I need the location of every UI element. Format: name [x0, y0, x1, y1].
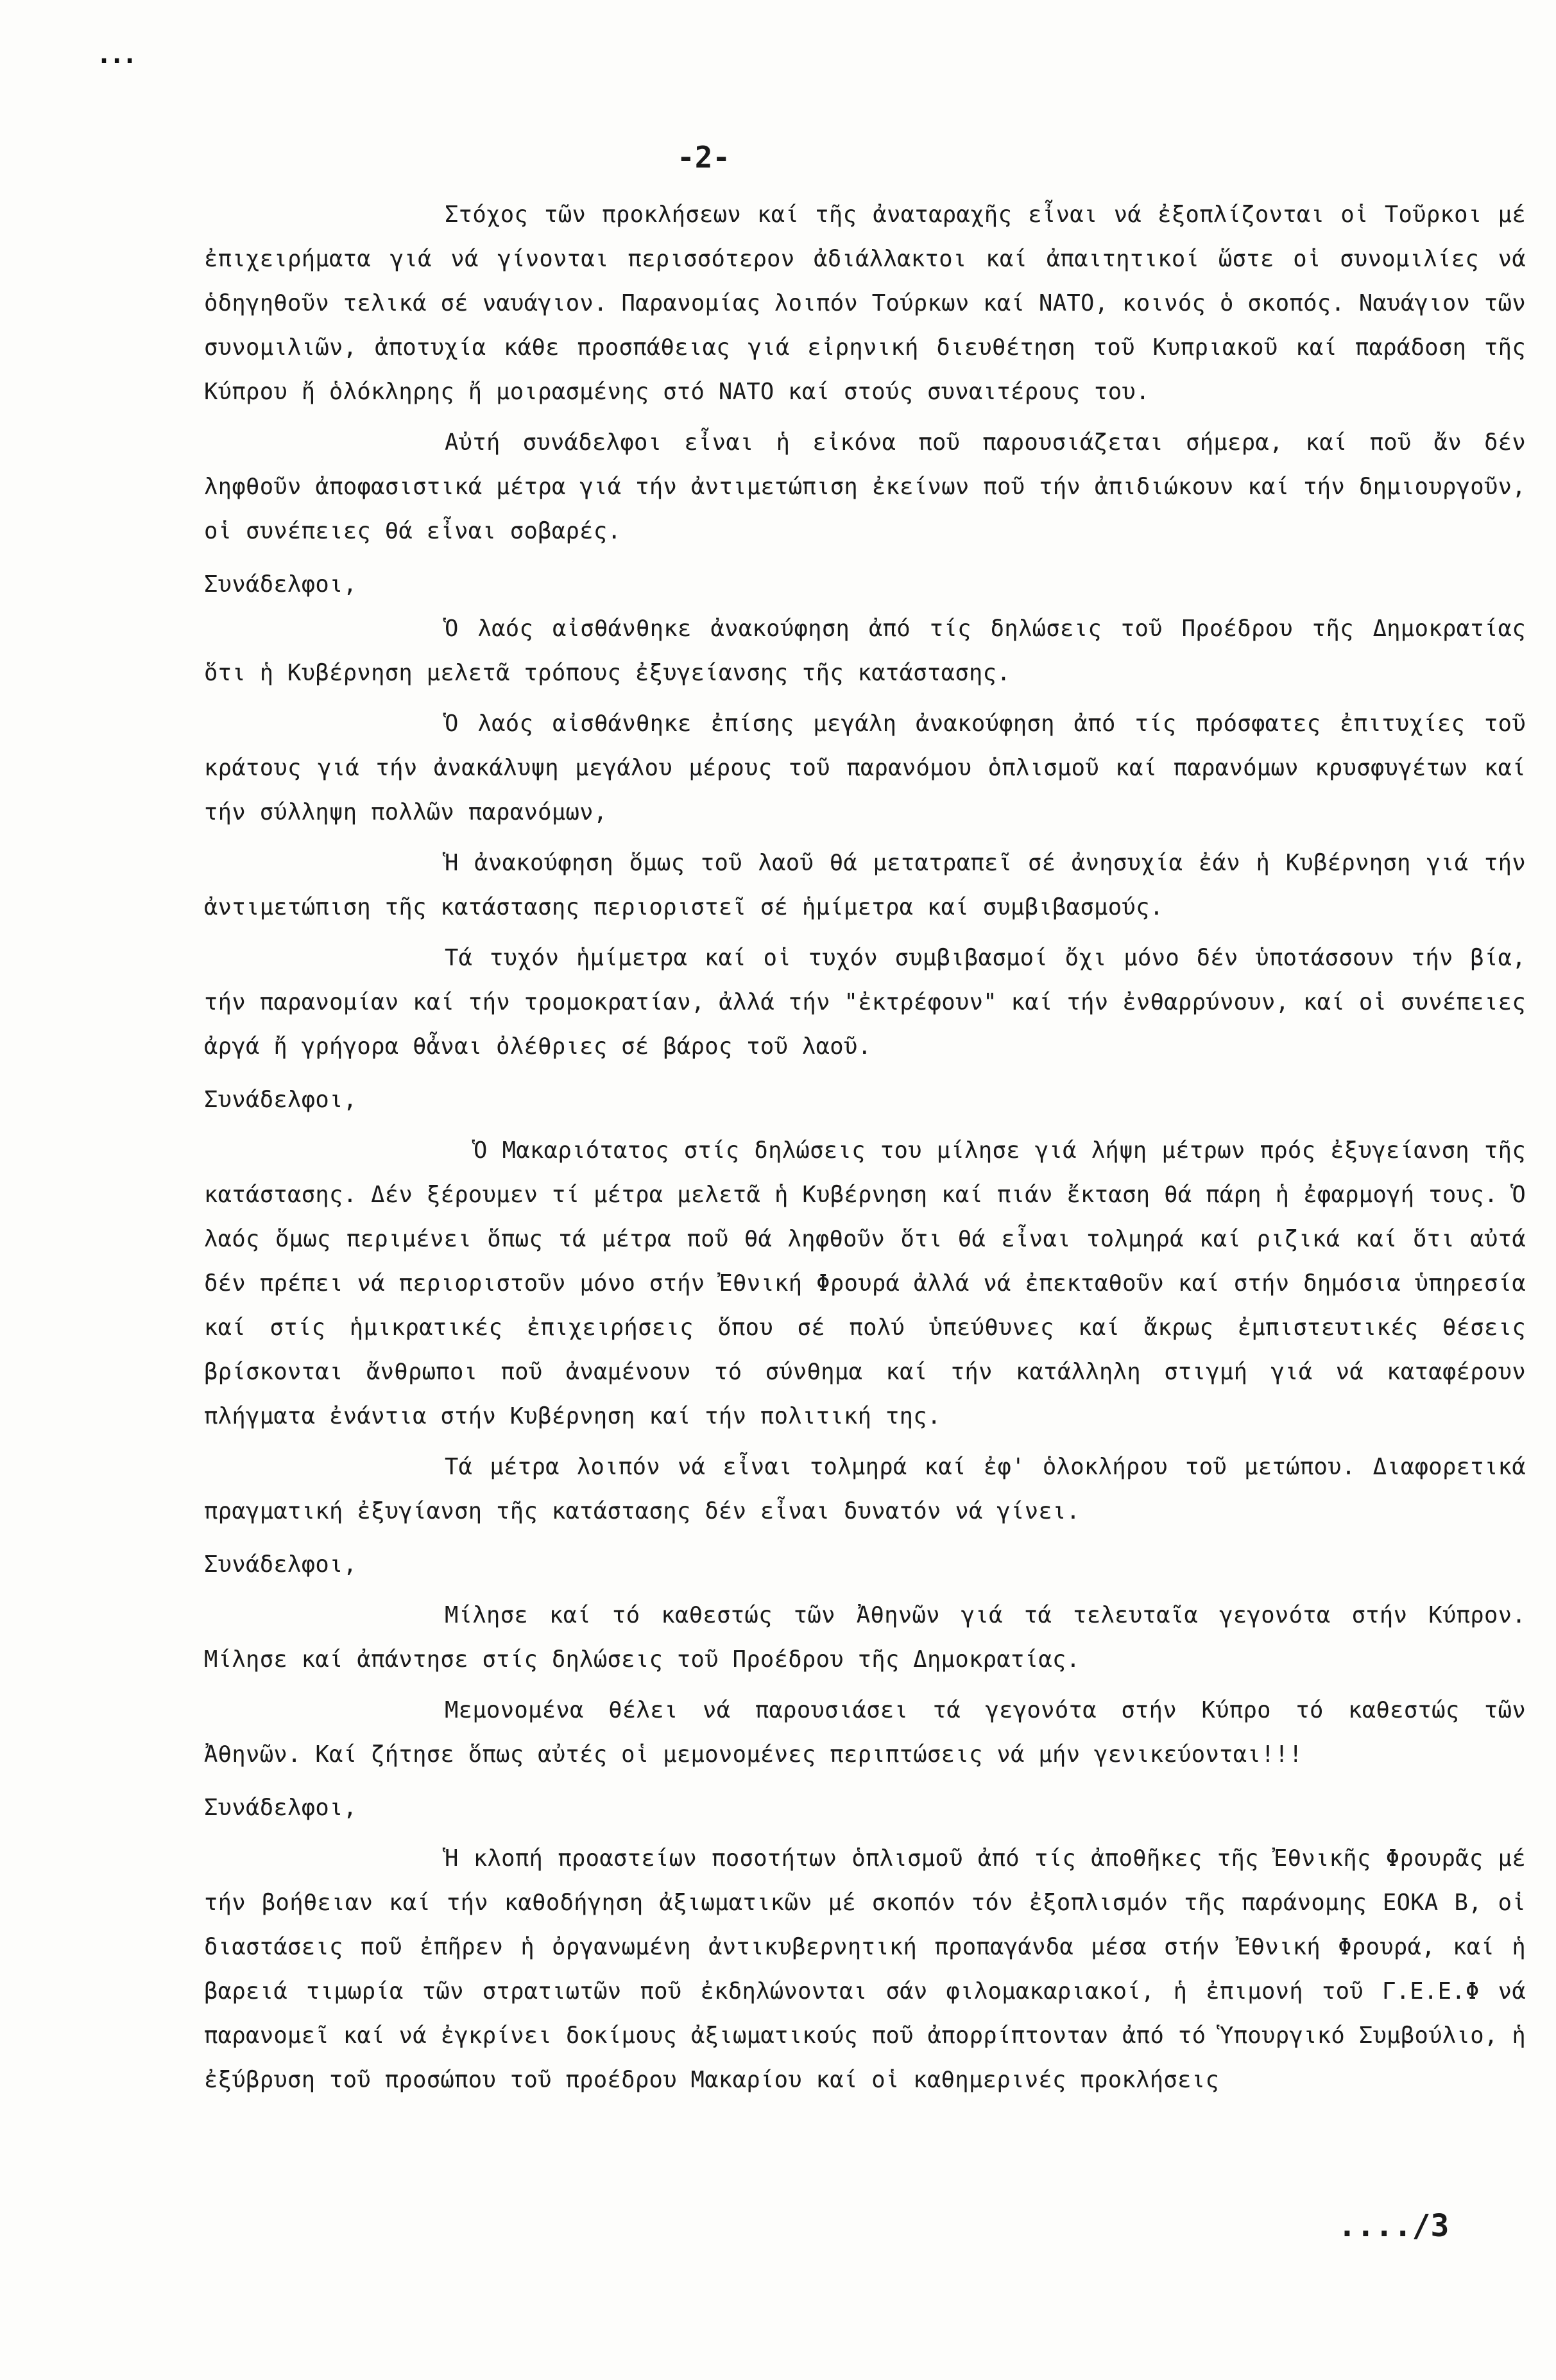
salutation: Συνάδελφοι, — [204, 1087, 357, 1113]
continuation-mark: ..../3 — [1338, 2208, 1449, 2244]
salutation: Συνάδελφοι, — [204, 1795, 357, 1821]
paragraph: Τά τυχόν ἡμίμετρα καί οἱ τυχόν συμβιβασμοί ὄχι μόνο δέν ὑποτάσσουν τήν βία, τήν παρανομίαν καί τήν τρομοκρατίαν, ἀλλά τήν "ἐκτρέφουν" καί τήν ἐνθαρρύνουν, καί οἱ συνέπειες ἀργά ἤ γρήγορα θἆναι ὀλέθριες σέ βάρος τοῦ λαοῦ. — [204, 945, 1526, 1060]
paragraph: Μίλησε καί τό καθεστώς τῶν Ἀθηνῶν γιά τά τελευταῖα γεγονότα στήν Κύπρον. Μίλησε καί ἀπάντησε στίς δηλώσεις τοῦ Προέδρου τῆς Δημοκρατίας. — [204, 1602, 1526, 1673]
paragraph: Ἡ ἀνακούφηση ὅμως τοῦ λαοῦ θά μετατραπεῖ σέ ἀνησυχία ἐάν ἡ Κυβέρνηση γιά τήν ἀντιμετώπιση τῆς κατάστασης περιοριστεῖ σέ ἡμίμετρα καί συμβιβασμούς. — [204, 850, 1526, 920]
paragraph: Ὁ λαός αἰσθάνθηκε ἐπίσης μεγάλη ἀνακούφηση ἀπό τίς πρόσφατες ἐπιτυχίες τοῦ κράτους γιά τήν ἀνακάλυψη μεγάλου μέρους τοῦ παρανόμου ὁπλισμοῦ καί παρανόμων κρυσφυγέτων καί τήν σύλληψη πολλῶν παρανόμων, — [204, 711, 1526, 825]
paragraph: Στόχος τῶν προκλήσεων καί τῆς ἀναταραχῆς εἶναι νά ἐξοπλίζονται οἱ Τοῦρκοι μέ ἐπιχειρήματα γιά νά γίνονται περισσότερον ἀδιάλλακτοι καί ἀπαιτητικοί ὥστε οἱ συνομιλίες νά ὁδηγηθοῦν τελικά σέ ναυάγιον. Παρανομίας λοιπόν Τούρκων καί ΝΑΤΟ, κοινός ὁ σκοπός. Ναυάγιον τῶν συνομιλιῶν, ἀποτυχία κάθε προσπάθειας γιά εἰρηνική διευθέτηση τοῦ Κυπριακοῦ καί παράδοση τῆς Κύπρου ἤ ὁλόκληρης ἤ μοιρασμένης στό ΝΑΤΟ καί στούς συναιτέρους του. — [204, 202, 1526, 405]
paragraph: Τά μέτρα λοιπόν νά εἶναι τολμηρά καί ἐφ' ὁλοκλήρου τοῦ μετώπου. Διαφορετικά πραγματική ἐξυγίανση τῆς κατάστασης δέν εἶναι δυνατόν νά γίνει. — [204, 1454, 1526, 1524]
paragraph: Ἡ κλοπή προαστείων ποσοτήτων ὁπλισμοῦ ἀπό τίς ἀποθῆκες τῆς Ἐθνικῆς Φρουρᾶς μέ τήν βοήθειαν καί τήν καθοδήγηση ἀξιωματικῶν μέ σκοπόν τόν ἐξοπλισμόν τῆς παράνομης ΕΟΚΑ Β, οἱ διαστάσεις ποῦ ἐπῆρεν ἡ ὀργανωμένη ἀντικυβερνητική προπαγάνδα μέσα στήν Ἐθνική Φρουρά, καί ἡ βαρειά τιμωρία τῶν στρατιωτῶν ποῦ ἐκδηλώνονται σάν φιλομακαριακοί, ἡ ἐπιμονή τοῦ Γ.Ε.Ε.Φ νά παρανομεῖ καί νά ἐγκρίνει δοκίμους ἀξιωματικούς ποῦ ἀπορρίπτονταν ἀπό τό Ὑπουργικό Συμβούλιο, ἡ ἐξύβρυση τοῦ προσώπου τοῦ προέδρου Μακαρίου καί οἱ καθημερινές προκλήσεις — [204, 1845, 1526, 2093]
paragraph: Ὁ Μακαριότατος στίς δηλώσεις του μίλησε γιά λήψη μέτρων πρός ἐξυγείανση τῆς κατάστασης. Δέν ξέρουμεν τί μέτρα μελετᾶ ἡ Κυβέρνηση καί πιάν ἔκταση θά πάρη ἡ ἐφαρμογή τους. Ὁ λαός ὅμως περιμένει ὅπως τά μέτρα ποῦ θά ληφθοῦν ὅτι θά εἶναι τολμηρά καί ριζικά καί ὅτι αὐτά δέν πρέπει νά περιοριστοῦν μόνο στήν Ἐθνική Φρουρά ἀλλά νά ἐπεκταθοῦν καί στήν δημόσια ὑπηρεσία καί στίς ἡμικρατικές ἐπιχειρήσεις ὅπου σέ πολύ ὑπεύθυνες καί ἄκρως ἐμπιστευτικές θέσεις βρίσκονται ἄνθρωποι ποῦ ἀναμένουν τό σύνθημα καί τήν κατάλληλη στιγμή γιά νά καταφέρουν πλήγματα ἐνάντια στήν Κυβέρνηση καί τήν πολιτική της. — [204, 1137, 1526, 1429]
document-body — [204, 193, 1526, 2102]
paragraph: Αὐτή συνάδελφοι εἶναι ἡ εἰκόνα ποῦ παρουσιάζεται σήμερα, καί ποῦ ἄν δέν ληφθοῦν ἀποφασιστικά μέτρα γιά τήν ἀντιμετώπιση ἐκείνων ποῦ τήν ἀπιδιώκουν καί τήν δημιουργοῦν, οἱ συνέπειες θά εἶναι σοβαρές. — [204, 429, 1526, 544]
salutation: Συνάδελφοι, — [204, 571, 357, 598]
salutation: Συνάδελφοι, — [204, 1551, 357, 1578]
page-number: -2- — [677, 140, 731, 175]
paragraph: Μεμονομένα θέλει νά παρουσιάσει τά γεγονότα στήν Κύπρο τό καθεστώς τῶν Ἀθηνῶν. Καί ζήτησε ὅπως αὐτές οἱ μεμονομένες περιπτώσεις νά μήν γενικεύονται!!! — [204, 1697, 1526, 1768]
paragraph: Ὁ λαός αἰσθάνθηκε ἀνακούφηση ἀπό τίς δηλώσεις τοῦ Προέδρου τῆς Δημοκρατίας ὅτι ἡ Κυβέρνηση μελετᾶ τρόπους ἐξυγείανσης τῆς κατάστασης. — [204, 616, 1526, 686]
corner-mark: ... — [96, 40, 135, 69]
